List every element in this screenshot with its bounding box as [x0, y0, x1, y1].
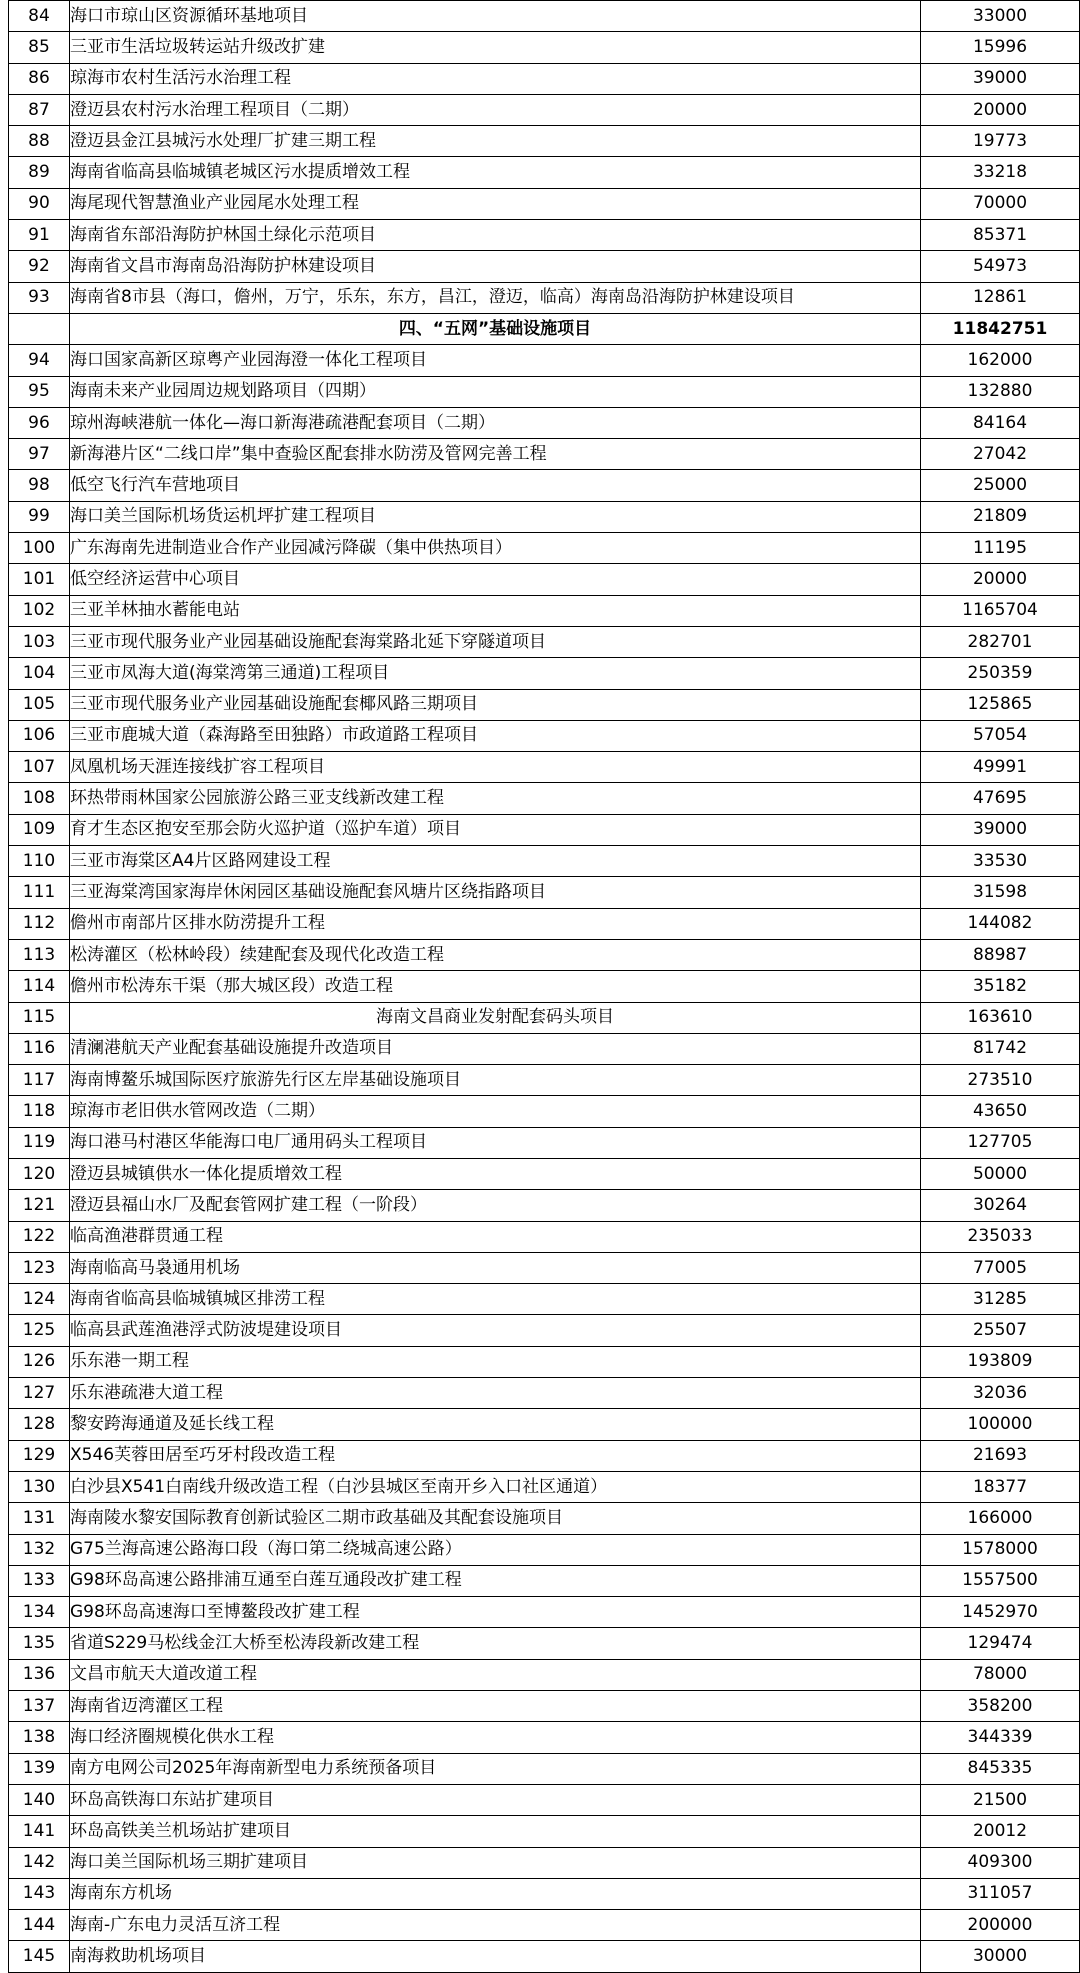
investment-amount: 30000	[921, 1941, 1080, 1972]
row-number: 120	[9, 1158, 70, 1189]
table-row	[9, 282, 1080, 313]
project-name: 海口美兰国际机场三期扩建项目	[70, 1847, 921, 1878]
investment-amount: 70000	[921, 188, 1080, 219]
row-number: 119	[9, 1127, 70, 1158]
investment-amount: 77005	[921, 1252, 1080, 1283]
investment-amount: 35182	[921, 971, 1080, 1002]
investment-amount: 19773	[921, 126, 1080, 157]
project-name: 三亚羊林抽水蓄能电站	[70, 595, 921, 626]
table-row	[9, 1252, 1080, 1283]
table-row	[9, 1378, 1080, 1409]
table-row	[9, 1440, 1080, 1471]
investment-amount: 18377	[921, 1471, 1080, 1502]
investment-amount: 20000	[921, 94, 1080, 125]
project-name: 育才生态区抱安至那会防火巡护道（巡护车道）项目	[70, 814, 921, 845]
row-number: 131	[9, 1503, 70, 1534]
project-name: 海南博鳌乐城国际医疗旅游先行区左岸基础设施项目	[70, 1065, 921, 1096]
table-row	[9, 1127, 1080, 1158]
investment-amount: 127705	[921, 1127, 1080, 1158]
table-row	[9, 1628, 1080, 1659]
row-number: 124	[9, 1284, 70, 1315]
row-number: 90	[9, 188, 70, 219]
project-name: 海南省东部沿海防护林国土绿化示范项目	[70, 220, 921, 251]
project-name: 海南临高马袅通用机场	[70, 1252, 921, 1283]
table-row	[9, 1284, 1080, 1315]
row-number: 127	[9, 1378, 70, 1409]
table-row	[9, 626, 1080, 657]
project-name: 环热带雨林国家公园旅游公路三亚支线新改建工程	[70, 783, 921, 814]
project-name: 海南未来产业园周边规划路项目（四期）	[70, 376, 921, 407]
row-number: 126	[9, 1346, 70, 1377]
table-row	[9, 1659, 1080, 1690]
investment-amount: 273510	[921, 1065, 1080, 1096]
project-name: 低空经济运营中心项目	[70, 564, 921, 595]
investment-amount: 200000	[921, 1910, 1080, 1941]
row-number: 141	[9, 1816, 70, 1847]
investment-amount: 49991	[921, 752, 1080, 783]
investment-amount: 358200	[921, 1691, 1080, 1722]
project-name: 低空飞行汽车营地项目	[70, 470, 921, 501]
investment-amount: 344339	[921, 1722, 1080, 1753]
project-name: 南海救助机场项目	[70, 1941, 921, 1972]
table-row	[9, 1503, 1080, 1534]
project-name: 省道S229马松线金江大桥至松涛段新改建工程	[70, 1628, 921, 1659]
row-number: 98	[9, 470, 70, 501]
investment-amount: 144082	[921, 908, 1080, 939]
table-row	[9, 470, 1080, 501]
table-row	[9, 1597, 1080, 1628]
row-number: 99	[9, 501, 70, 532]
investment-amount: 1452970	[921, 1597, 1080, 1628]
investment-amount: 21809	[921, 501, 1080, 532]
row-number: 87	[9, 94, 70, 125]
project-name: 琼州海峡港航一体化—海口新海港疏港配套项目（二期）	[70, 407, 921, 438]
project-name: 海南省迈湾灌区工程	[70, 1691, 921, 1722]
table-row	[9, 1033, 1080, 1064]
table-row	[9, 220, 1080, 251]
project-name: 海南省文昌市海南岛沿海防护林建设项目	[70, 251, 921, 282]
row-number: 97	[9, 439, 70, 470]
row-number: 84	[9, 1, 70, 32]
table-row	[9, 846, 1080, 877]
investment-amount: 163610	[921, 1002, 1080, 1033]
project-name: 海口美兰国际机场货运机坪扩建工程项目	[70, 501, 921, 532]
row-number: 138	[9, 1722, 70, 1753]
table-row	[9, 877, 1080, 908]
table-row	[9, 439, 1080, 470]
investment-amount: 33530	[921, 846, 1080, 877]
table-row	[9, 1409, 1080, 1440]
project-name: 松涛灌区（松林岭段）续建配套及现代化改造工程	[70, 939, 921, 970]
row-number: 86	[9, 63, 70, 94]
investment-amount: 43650	[921, 1096, 1080, 1127]
project-name: 三亚市海棠区A4片区路网建设工程	[70, 846, 921, 877]
row-number: 100	[9, 533, 70, 564]
table-row	[9, 1, 1080, 32]
table-row	[9, 32, 1080, 63]
table-row	[9, 1847, 1080, 1878]
table-row	[9, 251, 1080, 282]
project-name: 海南-广东电力灵活互济工程	[70, 1910, 921, 1941]
section-title: 四、“五网”基础设施项目	[70, 313, 921, 344]
table-row	[9, 752, 1080, 783]
row-number: 101	[9, 564, 70, 595]
investment-amount: 27042	[921, 439, 1080, 470]
row-number: 134	[9, 1597, 70, 1628]
table-row	[9, 971, 1080, 1002]
project-name: 临高渔港群贯通工程	[70, 1221, 921, 1252]
investment-amount: 11195	[921, 533, 1080, 564]
investment-amount: 78000	[921, 1659, 1080, 1690]
row-number: 114	[9, 971, 70, 1002]
project-name: 澄迈县金江县城污水处理厂扩建三期工程	[70, 126, 921, 157]
row-number: 135	[9, 1628, 70, 1659]
project-name: 环岛高铁海口东站扩建项目	[70, 1784, 921, 1815]
row-number: 104	[9, 658, 70, 689]
table-row	[9, 1096, 1080, 1127]
investment-amount: 100000	[921, 1409, 1080, 1440]
investment-amount: 88987	[921, 939, 1080, 970]
investment-amount: 32036	[921, 1378, 1080, 1409]
investment-amount: 39000	[921, 63, 1080, 94]
investment-amount: 311057	[921, 1878, 1080, 1909]
project-name: X546芙蓉田居至巧牙村段改造工程	[70, 1440, 921, 1471]
row-number: 110	[9, 846, 70, 877]
row-number: 125	[9, 1315, 70, 1346]
table-row	[9, 533, 1080, 564]
row-number: 132	[9, 1534, 70, 1565]
project-name: 澄迈县福山水厂及配套管网扩建工程（一阶段）	[70, 1190, 921, 1221]
section-header-row	[9, 313, 1080, 344]
row-number	[9, 313, 70, 344]
project-name: 海南省临高县临城镇城区排涝工程	[70, 1284, 921, 1315]
investment-amount: 21500	[921, 1784, 1080, 1815]
table-row	[9, 1878, 1080, 1909]
investment-amount: 235033	[921, 1221, 1080, 1252]
table-row	[9, 1346, 1080, 1377]
table-row	[9, 1221, 1080, 1252]
row-number: 115	[9, 1002, 70, 1033]
row-number: 106	[9, 720, 70, 751]
project-name: 三亚市生活垃圾转运站升级改扩建	[70, 32, 921, 63]
row-number: 89	[9, 157, 70, 188]
investment-amount: 84164	[921, 407, 1080, 438]
investment-amount: 1165704	[921, 595, 1080, 626]
project-name: 环岛高铁美兰机场站扩建项目	[70, 1816, 921, 1847]
investment-amount: 125865	[921, 689, 1080, 720]
project-name: 儋州市松涛东干渠（那大城区段）改造工程	[70, 971, 921, 1002]
table-row	[9, 1816, 1080, 1847]
investment-amount: 54973	[921, 251, 1080, 282]
row-number: 128	[9, 1409, 70, 1440]
row-number: 143	[9, 1878, 70, 1909]
project-name: 海口市琼山区资源循环基地项目	[70, 1, 921, 32]
table-row	[9, 658, 1080, 689]
investment-amount: 57054	[921, 720, 1080, 751]
project-name: 澄迈县城镇供水一体化提质增效工程	[70, 1158, 921, 1189]
project-name: 海口国家高新区琼粤产业园海澄一体化工程项目	[70, 345, 921, 376]
project-name: 儋州市南部片区排水防涝提升工程	[70, 908, 921, 939]
row-number: 139	[9, 1753, 70, 1784]
investment-amount: 162000	[921, 345, 1080, 376]
project-name: G98环岛高速海口至博鳌段改扩建工程	[70, 1597, 921, 1628]
table-row	[9, 345, 1080, 376]
table-row	[9, 1941, 1080, 1972]
investment-amount: 50000	[921, 1158, 1080, 1189]
project-name: G75兰海高速公路海口段（海口第二绕城高速公路）	[70, 1534, 921, 1565]
row-number: 140	[9, 1784, 70, 1815]
project-name: 文昌市航天大道改道工程	[70, 1659, 921, 1690]
row-number: 122	[9, 1221, 70, 1252]
project-name: 琼海市农村生活污水治理工程	[70, 63, 921, 94]
row-number: 112	[9, 908, 70, 939]
table-row	[9, 1722, 1080, 1753]
row-number: 92	[9, 251, 70, 282]
table-row	[9, 1315, 1080, 1346]
row-number: 103	[9, 626, 70, 657]
table-row	[9, 501, 1080, 532]
row-number: 108	[9, 783, 70, 814]
table-row	[9, 1565, 1080, 1596]
project-name: 三亚市鹿城大道（森海路至田独路）市政道路工程项目	[70, 720, 921, 751]
table-row	[9, 407, 1080, 438]
table-row	[9, 1471, 1080, 1502]
table-row	[9, 126, 1080, 157]
investment-amount: 15996	[921, 32, 1080, 63]
row-number: 102	[9, 595, 70, 626]
investment-amount: 282701	[921, 626, 1080, 657]
project-name: 南方电网公司2025年海南新型电力系统预备项目	[70, 1753, 921, 1784]
project-name: 清澜港航天产业配套基础设施提升改造项目	[70, 1033, 921, 1064]
investment-amount: 25000	[921, 470, 1080, 501]
row-number: 144	[9, 1910, 70, 1941]
investment-amount: 25507	[921, 1315, 1080, 1346]
investment-amount: 47695	[921, 783, 1080, 814]
row-number: 109	[9, 814, 70, 845]
project-name: 海南东方机场	[70, 1878, 921, 1909]
project-name: 海南省临高县临城镇老城区污水提质增效工程	[70, 157, 921, 188]
investment-amount: 1557500	[921, 1565, 1080, 1596]
table-row	[9, 1753, 1080, 1784]
row-number: 121	[9, 1190, 70, 1221]
row-number: 137	[9, 1691, 70, 1722]
investment-amount: 166000	[921, 1503, 1080, 1534]
table-row	[9, 908, 1080, 939]
row-number: 117	[9, 1065, 70, 1096]
row-number: 118	[9, 1096, 70, 1127]
investment-amount: 129474	[921, 1628, 1080, 1659]
investment-amount: 193809	[921, 1346, 1080, 1377]
table-row	[9, 595, 1080, 626]
row-number: 116	[9, 1033, 70, 1064]
project-name: 海南陵水黎安国际教育创新试验区二期市政基础及其配套设施项目	[70, 1503, 921, 1534]
project-name: 琼海市老旧供水管网改造（二期）	[70, 1096, 921, 1127]
project-name: 黎安跨海通道及延长线工程	[70, 1409, 921, 1440]
row-number: 133	[9, 1565, 70, 1596]
project-name: 三亚市现代服务业产业园基础设施配套椰风路三期项目	[70, 689, 921, 720]
investment-amount: 20012	[921, 1816, 1080, 1847]
table-row	[9, 689, 1080, 720]
row-number: 96	[9, 407, 70, 438]
investment-amount: 845335	[921, 1753, 1080, 1784]
investment-amount: 85371	[921, 220, 1080, 251]
project-name: 新海港片区“二线口岸”集中查验区配套排水防涝及管网完善工程	[70, 439, 921, 470]
investment-amount: 21693	[921, 1440, 1080, 1471]
table-row	[9, 1002, 1080, 1033]
table-row	[9, 1910, 1080, 1941]
row-number: 136	[9, 1659, 70, 1690]
row-number: 105	[9, 689, 70, 720]
investment-amount: 31598	[921, 877, 1080, 908]
row-number: 145	[9, 1941, 70, 1972]
table-row	[9, 1691, 1080, 1722]
investment-amount: 12861	[921, 282, 1080, 313]
table-row	[9, 157, 1080, 188]
investment-amount: 81742	[921, 1033, 1080, 1064]
project-name: G98环岛高速公路排浦互通至白莲互通段改扩建工程	[70, 1565, 921, 1596]
project-table-body	[9, 1, 1080, 1973]
table-row	[9, 1534, 1080, 1565]
investment-amount: 132880	[921, 376, 1080, 407]
table-row	[9, 814, 1080, 845]
project-name: 澄迈县农村污水治理工程项目（二期）	[70, 94, 921, 125]
investment-amount: 409300	[921, 1847, 1080, 1878]
project-name: 乐东港一期工程	[70, 1346, 921, 1377]
table-row	[9, 94, 1080, 125]
project-name: 凤凰机场天涯连接线扩容工程项目	[70, 752, 921, 783]
table-row	[9, 564, 1080, 595]
table-row	[9, 1190, 1080, 1221]
row-number: 142	[9, 1847, 70, 1878]
investment-amount: 20000	[921, 564, 1080, 595]
investment-amount: 1578000	[921, 1534, 1080, 1565]
row-number: 95	[9, 376, 70, 407]
table-row	[9, 188, 1080, 219]
project-name: 海南省8市县（海口，儋州，万宁，乐东，东方，昌江，澄迈，临高）海南岛沿海防护林建设项目	[70, 282, 921, 313]
project-table	[8, 0, 1080, 1973]
project-name: 三亚海棠湾国家海岸休闲园区基础设施配套风塘片区绕指路项目	[70, 877, 921, 908]
row-number: 107	[9, 752, 70, 783]
row-number: 85	[9, 32, 70, 63]
table-row	[9, 376, 1080, 407]
investment-amount: 33218	[921, 157, 1080, 188]
row-number: 111	[9, 877, 70, 908]
table-row	[9, 783, 1080, 814]
project-name: 临高县武莲渔港浮式防波堤建设项目	[70, 1315, 921, 1346]
row-number: 129	[9, 1440, 70, 1471]
project-name: 三亚市凤海大道(海棠湾第三通道)工程项目	[70, 658, 921, 689]
project-name: 海口港马村港区华能海口电厂通用码头工程项目	[70, 1127, 921, 1158]
row-number: 113	[9, 939, 70, 970]
table-row	[9, 939, 1080, 970]
row-number: 123	[9, 1252, 70, 1283]
row-number: 93	[9, 282, 70, 313]
project-name: 三亚市现代服务业产业园基础设施配套海棠路北延下穿隧道项目	[70, 626, 921, 657]
table-row	[9, 63, 1080, 94]
row-number: 94	[9, 345, 70, 376]
project-name: 广东海南先进制造业合作产业园减污降碳（集中供热项目）	[70, 533, 921, 564]
row-number: 91	[9, 220, 70, 251]
investment-amount: 30264	[921, 1190, 1080, 1221]
table-row	[9, 1784, 1080, 1815]
investment-amount: 31285	[921, 1284, 1080, 1315]
project-name: 海口经济圈规模化供水工程	[70, 1722, 921, 1753]
table-row	[9, 720, 1080, 751]
table-row	[9, 1158, 1080, 1189]
row-number: 88	[9, 126, 70, 157]
project-name: 海尾现代智慧渔业产业园尾水处理工程	[70, 188, 921, 219]
row-number: 130	[9, 1471, 70, 1502]
investment-amount: 33000	[921, 1, 1080, 32]
table-row	[9, 1065, 1080, 1096]
project-name: 乐东港疏港大道工程	[70, 1378, 921, 1409]
project-name: 白沙县X541白南线升级改造工程（白沙县城区至南开乡入口社区通道）	[70, 1471, 921, 1502]
section-total: 11842751	[921, 313, 1080, 344]
project-name: 海南文昌商业发射配套码头项目	[70, 1002, 921, 1033]
investment-amount: 250359	[921, 658, 1080, 689]
investment-amount: 39000	[921, 814, 1080, 845]
